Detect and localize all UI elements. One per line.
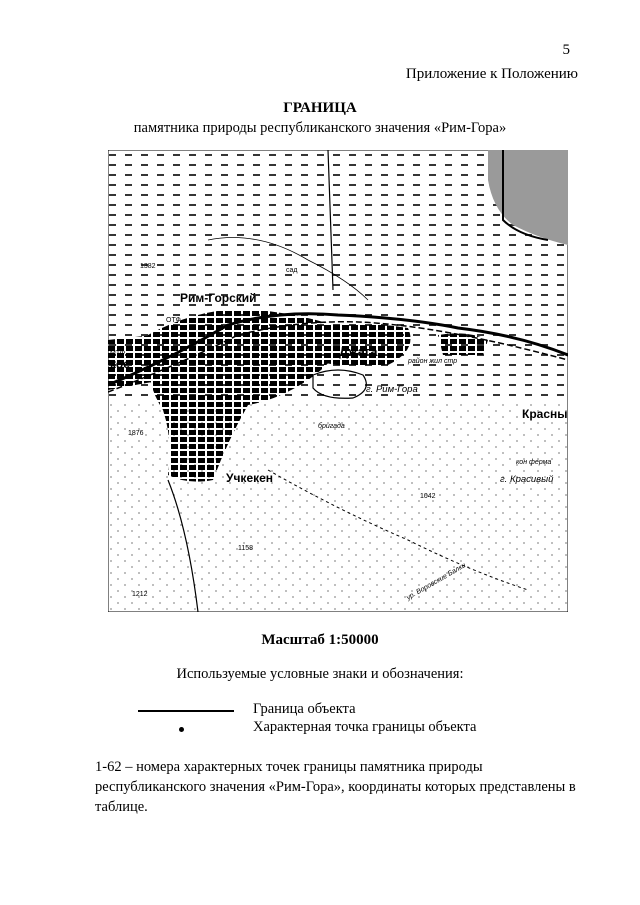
map-scale: Масштаб 1:50000 [261,632,379,648]
label-brig: бригада [318,423,345,430]
page-number: 5 [562,42,570,58]
label-rim-gora: г. Рим-Гора [366,384,418,395]
boundary-line-icon [138,710,234,712]
legend-item-label: Характерная точка границы объекта [253,719,477,735]
label-krasny: Красны [522,407,568,421]
elevation-label: 1158 [238,545,254,552]
elevation-label: 1382 [140,263,156,270]
label-krasivy: г. Красивый [500,474,554,485]
explanatory-note: 1-62 – номера характерных точек границы памятника природы республиканского значения «Рим-Гора», координаты которых представлены в таблице. [95,759,576,815]
label-balka: ур. Воровские Балки [405,562,468,602]
elevation-label: 1876 [128,430,144,437]
boundary-point-icon [179,727,184,732]
label-kon-ferma: кон ферма [516,459,552,466]
label-koe: кое [110,357,130,371]
label-otf: ОТФ [166,317,181,324]
label-rayon: район жил стр [408,358,458,365]
elevation-label: 1042 [420,493,436,500]
label-rim-gorsky: Рим-Горский [180,291,257,305]
label-dzhaga: Джага [339,344,378,359]
label-sad: сад [286,267,298,274]
document-subtitle: памятника природы республиканского значения «Рим-Гора» [133,120,507,136]
appendix-caption: Приложение к Положению [405,66,578,82]
document-title: ГРАНИЦА [283,100,357,116]
elevation-label: 1212 [132,591,148,598]
topographic-map [108,150,568,612]
legend-heading: Используемые условные знаки и обозначения: [176,666,464,682]
legend-item-label: Граница объекта [253,701,356,717]
label-uchkeken: Учкекен [226,471,274,485]
label-mtf: МТФ [110,350,126,357]
